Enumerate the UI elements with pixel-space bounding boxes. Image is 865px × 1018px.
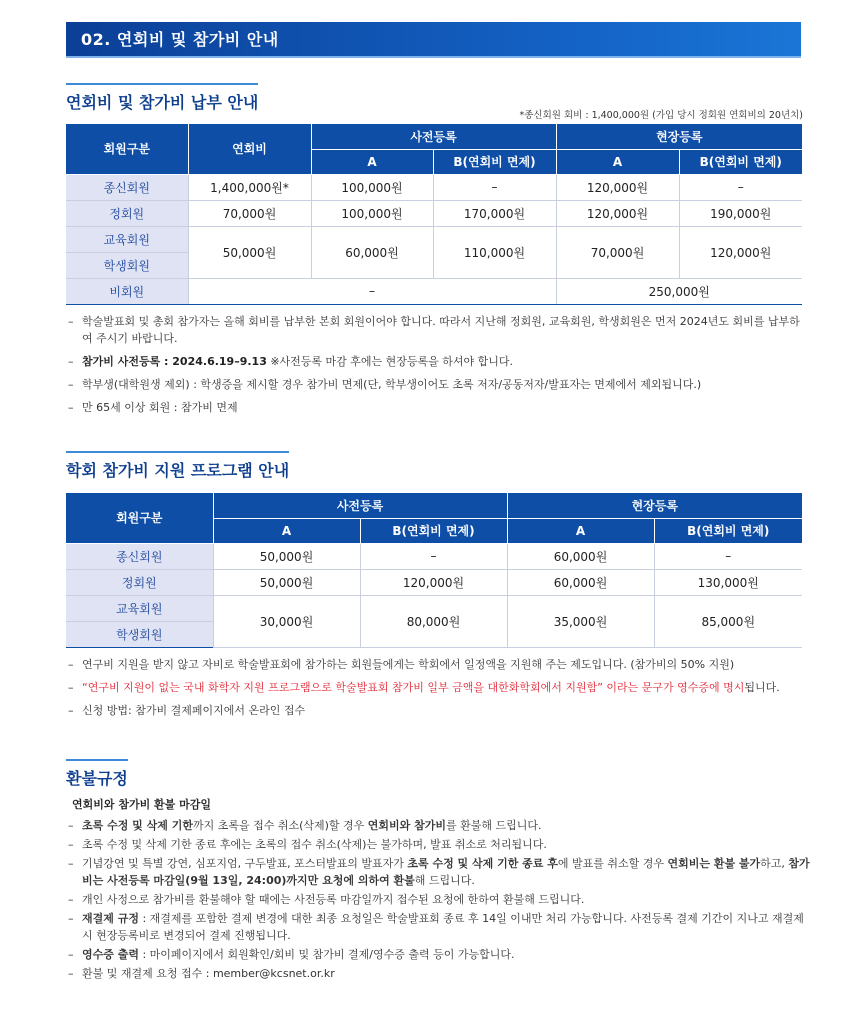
cell: 50,000원: [213, 569, 360, 595]
list-item: – 학술발표회 및 총회 참가자는 올해 회비를 납부한 본회 회원이어야 합니다. 따라서 지난해 정회원, 교육회원, 학생회원은 먼저 2024년도 회비를 납부하여 주시기 바랍니다.: [66, 313, 806, 347]
col-member-type: 회원구분: [66, 493, 213, 543]
list-item: – “연구비 지원이 없는 국내 화학자 지원 프로그램으로 학술발표회 참가비 일부 금액을 대한화학회에서 지원함” 이라는 문구가 영수증에 명시됩니다.: [66, 679, 806, 696]
table-row: [66, 174, 802, 200]
col-onsite-b: B(연회비 면제): [654, 518, 802, 543]
col-onsite-b: B(연회비 면제): [679, 149, 802, 174]
table-row: [66, 595, 802, 621]
table-row: [66, 278, 802, 304]
support-section-title: 학회 참가비 지원 프로그램 안내: [66, 451, 289, 481]
col-member-type: 회원구분: [66, 124, 188, 174]
cell: 110,000원: [433, 226, 556, 278]
col-onsite-registration: 현장등록: [556, 124, 802, 149]
list-item: – 재결제 규정 : 재결제를 포함한 결제 변경에 대한 최종 요청일은 학술발표회 종료 후 14일 이내만 처리 가능합니다. 사전등록 결제 기간이 지나고 재결제 시 현장등록비로 변경되어 결제 진행됩니다.: [66, 910, 811, 944]
col-annual-fee: 연회비: [188, 124, 311, 174]
row-label: 정회원: [66, 200, 188, 226]
cell: 80,000원: [360, 595, 507, 647]
cell: 60,000원: [311, 226, 433, 278]
list-item: – 신청 방법: 참가비 결제페이지에서 온라인 접수: [66, 702, 806, 719]
col-pre-b: B(연회비 면제): [360, 518, 507, 543]
support-notes: [66, 656, 806, 725]
cell: 60,000원: [507, 569, 654, 595]
cell: 250,000원: [556, 278, 802, 304]
cell: 70,000원: [188, 200, 311, 226]
cell: –: [679, 174, 802, 200]
list-item: – 영수증 출력 : 마이페이지에서 회원확인/회비 및 참가비 결제/영수증 출력 등이 가능합니다.: [66, 946, 811, 963]
cell: 190,000원: [679, 200, 802, 226]
row-label: 종신회원: [66, 174, 188, 200]
cell: 120,000원: [556, 174, 679, 200]
list-item: – 초록 수정 및 삭제 기한까지 초록을 접수 취소(삭제)할 경우 연회비와 참가비를 환불해 드립니다.: [66, 817, 811, 834]
cell: –: [360, 543, 507, 569]
col-pre-registration: 사전등록: [213, 493, 507, 518]
row-label: 학생회원: [66, 621, 213, 647]
row-label: 교육회원: [66, 226, 188, 252]
col-onsite-a: A: [556, 149, 679, 174]
row-label: 교육회원: [66, 595, 213, 621]
table-row: [66, 569, 802, 595]
refund-subtitle: 연회비와 참가비 환불 마감일: [72, 798, 211, 811]
cell: –: [654, 543, 802, 569]
lifetime-fee-note: *종신회원 회비 : 1,400,000원 (가입 당시 정회원 연회비의 20년치): [519, 110, 803, 121]
col-pre-a: A: [213, 518, 360, 543]
row-label: 종신회원: [66, 543, 213, 569]
cell: 130,000원: [654, 569, 802, 595]
col-pre-registration: 사전등록: [311, 124, 556, 149]
cell: 120,000원: [679, 226, 802, 278]
cell: 100,000원: [311, 200, 433, 226]
cell: 1,400,000원*: [188, 174, 311, 200]
cell: –: [433, 174, 556, 200]
table-row: [66, 226, 802, 252]
col-onsite-registration: 현장등록: [507, 493, 802, 518]
refund-policy: [66, 796, 811, 984]
row-label: 정회원: [66, 569, 213, 595]
cell: 35,000원: [507, 595, 654, 647]
refund-section-title: 환불규정: [66, 759, 128, 789]
col-pre-a: A: [311, 149, 433, 174]
cell: 100,000원: [311, 174, 433, 200]
cell: 30,000원: [213, 595, 360, 647]
col-onsite-a: A: [507, 518, 654, 543]
cell: 120,000원: [556, 200, 679, 226]
fee-section-title: 연회비 및 참가비 납부 안내: [66, 83, 258, 113]
cell: 50,000원: [188, 226, 311, 278]
list-item: – 기념강연 및 특별 강연, 심포지엄, 구두발표, 포스터발표의 발표자가 초록 수정 및 삭제 기한 종료 후에 발표를 취소할 경우 연회비는 환불 불가하고, 참가비는 사전등록 마감일(9월 13일, 24:00)까지만 요청에 의하여 환불해 드립니다.: [66, 855, 811, 889]
cell: 120,000원: [360, 569, 507, 595]
list-item: – 환불 및 재결제 요청 접수 : member@kcsnet.or.kr: [66, 965, 811, 982]
list-item: – 학부생(대학원생 제외) : 학생증을 제시할 경우 참가비 면제(단, 학부생이어도 초록 저자/공동저자/발표자는 면제에서 제외됩니다.): [66, 376, 806, 393]
list-item: – 초록 수정 및 삭제 기한 종료 후에는 초록의 접수 취소(삭제)는 불가하며, 발표 취소로 처리됩니다.: [66, 836, 811, 853]
list-item: – 개인 사정으로 참가비를 환불해야 할 때에는 사전등록 마감일까지 접수된 요청에 한하여 환불해 드립니다.: [66, 891, 811, 908]
list-item: – 만 65세 이상 회원 : 참가비 면제: [66, 399, 806, 416]
table-row: [66, 543, 802, 569]
cell: 85,000원: [654, 595, 802, 647]
membership-fee-table: [66, 124, 802, 305]
cell: 50,000원: [213, 543, 360, 569]
cell: 170,000원: [433, 200, 556, 226]
table-row: [66, 200, 802, 226]
col-pre-b: B(연회비 면제): [433, 149, 556, 174]
list-item: – 연구비 지원을 받지 않고 자비로 학술발표회에 참가하는 회원들에게는 학회에서 일정액을 지원해 주는 제도입니다. (참가비의 50% 지원): [66, 656, 806, 673]
support-fee-table: [66, 493, 802, 648]
fee-notes: [66, 313, 806, 422]
section-banner: 02. 연회비 및 참가비 안내: [66, 22, 801, 58]
cell: 60,000원: [507, 543, 654, 569]
row-label: 학생회원: [66, 252, 188, 278]
list-item: – 참가비 사전등록 : 2024.6.19–9.13 ※사전등록 마감 후에는 현장등록을 하셔야 합니다.: [66, 353, 806, 370]
cell: 70,000원: [556, 226, 679, 278]
row-label: 비회원: [66, 278, 188, 304]
cell: –: [188, 278, 556, 304]
